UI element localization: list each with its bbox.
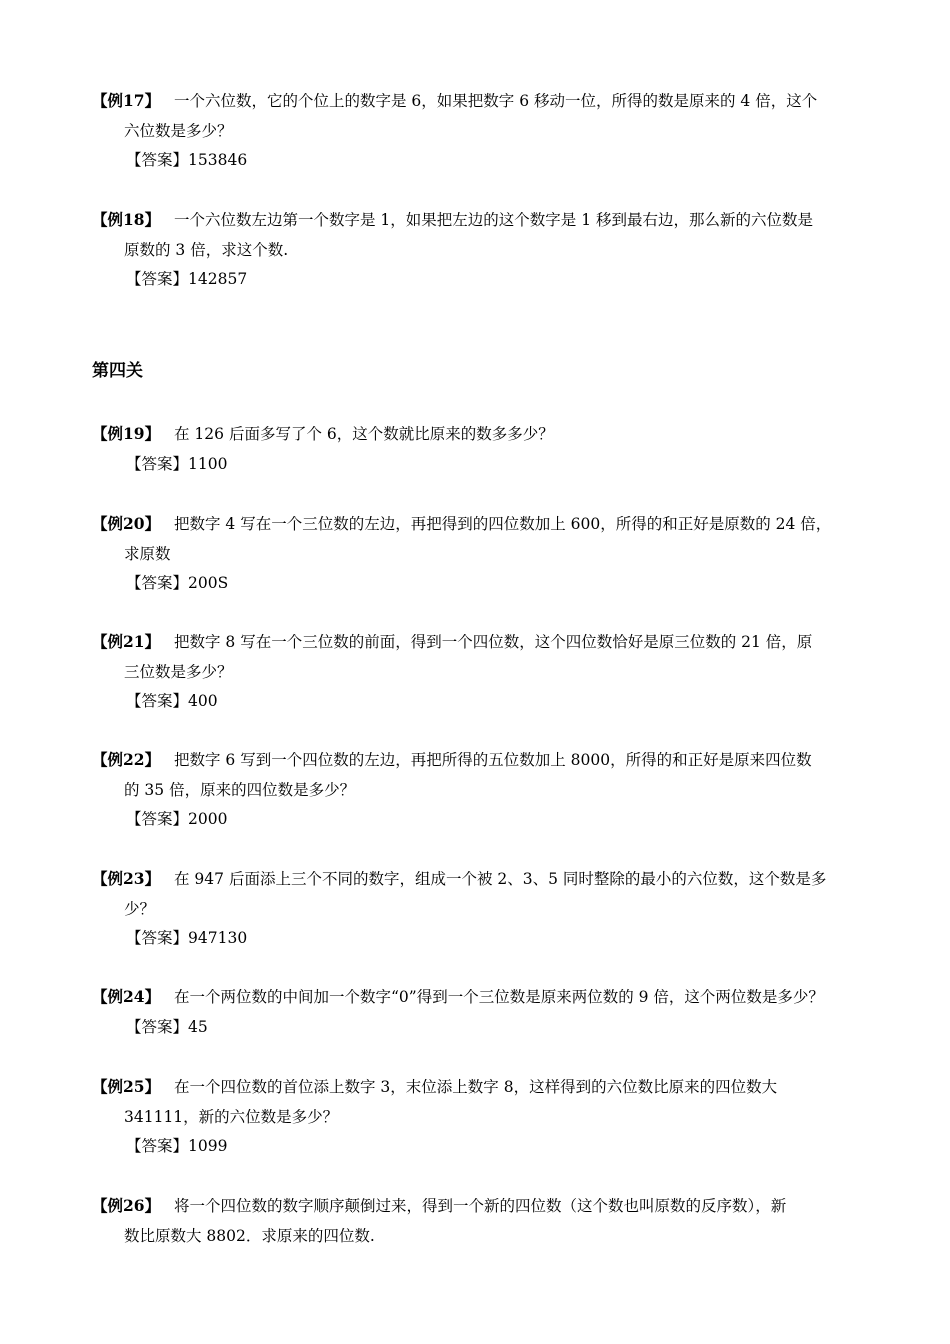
example-22 xyxy=(92,745,872,835)
example-18 xyxy=(92,205,872,295)
answer-line xyxy=(92,924,872,954)
question-line xyxy=(92,419,872,450)
question-text: 在 947 后面添上三个不同的数字，组成一个被 2、3、5 同时整除的最小的六位数，这个数是多 xyxy=(174,870,827,888)
question-text: 数比原数大 8802．求原来的四位数. xyxy=(124,1226,375,1245)
answer-line xyxy=(92,805,872,835)
example-label: 【例22】 xyxy=(92,750,161,769)
answer-label: 【答案】 xyxy=(126,454,189,473)
example-label: 【例17】 xyxy=(92,91,161,110)
answer-value: 1099 xyxy=(188,1137,228,1155)
question-line xyxy=(92,1191,872,1222)
answer-value: 153846 xyxy=(188,151,248,169)
question-line xyxy=(92,1072,872,1103)
question-line xyxy=(92,509,872,540)
question-text: 在 126 后面多写了个 6，这个数就比原来的数多多少？ xyxy=(174,425,554,443)
example-20 xyxy=(92,509,872,599)
example-label: 【例25】 xyxy=(92,1077,161,1096)
question-line xyxy=(92,864,872,895)
answer-value: 400 xyxy=(188,692,218,710)
question-line xyxy=(92,86,872,117)
question-text: 341111，新的六位数是多少？ xyxy=(124,1107,339,1126)
example-label: 【例19】 xyxy=(92,424,161,443)
example-label: 【例23】 xyxy=(92,869,161,888)
answer-value: 142857 xyxy=(188,270,248,288)
example-23 xyxy=(92,864,872,954)
question-text: 把数字 6 写到一个四位数的左边，再把所得的五位数加上 8000，所得的和正好是原来四位数 xyxy=(174,751,812,769)
answer-label: 【答案】 xyxy=(126,151,189,169)
question-text: 把数字 8 写在一个三位数的前面，得到一个四位数，这个四位数恰好是原三位数的 21 倍，原 xyxy=(174,633,813,651)
question-text: 一个六位数左边第一个数字是 1，如果把左边的这个数字是 1 移到最右边，那么新的六位数是 xyxy=(174,211,814,229)
answer-line xyxy=(92,569,872,599)
example-label: 【例18】 xyxy=(92,210,161,229)
answer-line xyxy=(92,687,872,717)
question-text: 在一个两位数的中间加一个数字“0”得到一个三位数是原来两位数的 9 倍，这个两位数是多少？ xyxy=(174,988,824,1006)
question-line xyxy=(92,745,872,776)
section-title: 第四关 xyxy=(92,361,143,381)
answer-value: 200S xyxy=(188,574,229,592)
example-17 xyxy=(92,86,872,176)
answer-label: 【答案】 xyxy=(126,1017,189,1036)
question-line xyxy=(92,982,872,1013)
example-label: 【例21】 xyxy=(92,632,161,651)
question-line xyxy=(92,205,872,236)
question-text: 将一个四位数的数字顺序颠倒过来，得到一个新的四位数（这个数也叫原数的反序数），新 xyxy=(174,1197,787,1215)
question-text: 求原数 xyxy=(124,544,171,563)
example-21 xyxy=(92,627,872,717)
question-text: 少？ xyxy=(124,899,156,918)
question-text: 一个六位数，它的个位上的数字是 6，如果把数字 6 移动一位，所得的数是原来的 4 倍，这个 xyxy=(174,92,818,110)
answer-line xyxy=(92,1132,872,1162)
question-text: 原数的 3 倍，求这个数. xyxy=(124,240,289,259)
answer-value: 2000 xyxy=(188,810,228,828)
example-19 xyxy=(92,419,872,479)
answer-value: 1100 xyxy=(188,454,228,473)
answer-value: 45 xyxy=(188,1017,208,1036)
example-26 xyxy=(92,1191,872,1251)
example-25 xyxy=(92,1072,872,1162)
answer-label: 【答案】 xyxy=(126,929,189,947)
answer-label: 【答案】 xyxy=(126,270,189,288)
question-text: 三位数是多少？ xyxy=(124,662,233,681)
answer-line xyxy=(92,146,872,176)
question-text: 六位数是多少？ xyxy=(124,121,233,140)
question-text: 把数字 4 写在一个三位数的左边，再把得到的四位数加上 600，所得的和正好是原数的 24 倍， xyxy=(174,515,832,533)
question-text: 的 35 倍，原来的四位数是多少？ xyxy=(124,780,356,799)
question-line xyxy=(92,627,872,658)
example-24 xyxy=(92,982,872,1042)
answer-label: 【答案】 xyxy=(126,810,189,828)
answer-line xyxy=(92,450,872,480)
answer-value: 947130 xyxy=(188,929,248,947)
answer-line xyxy=(92,1013,872,1043)
answer-label: 【答案】 xyxy=(126,1137,189,1155)
question-text: 在一个四位数的首位添上数字 3，末位添上数字 8，这样得到的六位数比原来的四位数大 xyxy=(174,1078,778,1096)
example-label: 【例20】 xyxy=(92,514,161,533)
answer-label: 【答案】 xyxy=(126,692,189,710)
answer-label: 【答案】 xyxy=(126,574,189,592)
example-label: 【例26】 xyxy=(92,1196,161,1215)
answer-line xyxy=(92,265,872,295)
example-label: 【例24】 xyxy=(92,987,161,1006)
